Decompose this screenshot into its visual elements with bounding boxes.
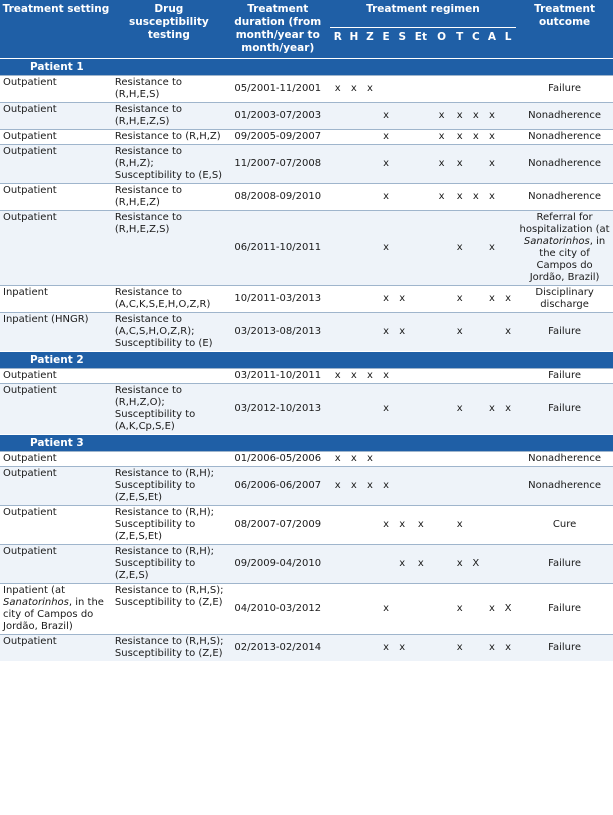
drug-testing: Resistance to (R,H,Z) <box>112 130 226 145</box>
regimen-mark-e: x <box>378 130 394 145</box>
treatment-outcome: Nonadherence <box>516 184 613 211</box>
regimen-mark-h <box>346 584 362 635</box>
regimen-mark-s <box>394 145 410 184</box>
regimen-mark-et <box>410 211 431 286</box>
regimen-mark-r: x <box>330 467 346 506</box>
regimen-mark-c <box>468 467 484 506</box>
header-drug-t: T <box>452 27 468 58</box>
regimen-mark-e: x <box>378 635 394 662</box>
treatment-outcome: Failure <box>516 384 613 435</box>
header-regimen: Treatment regimen <box>330 0 516 27</box>
regimen-mark-s <box>394 76 410 103</box>
regimen-mark-h <box>346 384 362 435</box>
regimen-mark-t: x <box>452 130 468 145</box>
patient-label: Patient 2 <box>0 352 613 369</box>
regimen-mark-r <box>330 384 346 435</box>
header-drug-et: Et <box>410 27 431 58</box>
regimen-mark-s: x <box>394 635 410 662</box>
treatment-outcome: Failure <box>516 635 613 662</box>
regimen-mark-l <box>500 452 516 467</box>
patient-header-row <box>0 352 613 369</box>
treatment-duration: 06/2006-06/2007 <box>226 467 330 506</box>
regimen-mark-s <box>394 467 410 506</box>
regimen-mark-l: x <box>500 635 516 662</box>
regimen-mark-a: x <box>484 584 500 635</box>
regimen-mark-t: x <box>452 103 468 130</box>
regimen-mark-et <box>410 384 431 435</box>
header-drug-e: E <box>378 27 394 58</box>
treatment-duration: 03/2011-10/2011 <box>226 369 330 384</box>
regimen-mark-z <box>362 584 378 635</box>
regimen-mark-h <box>346 545 362 584</box>
regimen-mark-l <box>500 184 516 211</box>
regimen-mark-l <box>500 545 516 584</box>
regimen-mark-a: x <box>484 184 500 211</box>
regimen-mark-a: x <box>484 211 500 286</box>
regimen-mark-a <box>484 313 500 352</box>
treatment-outcome: Failure <box>516 584 613 635</box>
regimen-mark-r <box>330 130 346 145</box>
regimen-mark-et <box>410 452 431 467</box>
regimen-mark-z <box>362 211 378 286</box>
drug-testing: Resistance to (R,H); Susceptibility to (Z,E,S) <box>112 545 226 584</box>
treatment-outcome: Nonadherence <box>516 103 613 130</box>
regimen-mark-t <box>452 452 468 467</box>
treatment-setting: Outpatient <box>0 545 112 584</box>
treatment-outcome: Nonadherence <box>516 130 613 145</box>
regimen-mark-r: x <box>330 76 346 103</box>
regimen-mark-a: x <box>484 145 500 184</box>
regimen-mark-t: x <box>452 635 468 662</box>
drug-testing: Resistance to (R,H,E,Z,S) <box>112 103 226 130</box>
regimen-mark-o <box>431 635 451 662</box>
treatment-setting: Outpatient <box>0 369 112 384</box>
regimen-mark-c <box>468 145 484 184</box>
regimen-mark-s <box>394 584 410 635</box>
regimen-mark-c <box>468 76 484 103</box>
regimen-mark-t: x <box>452 584 468 635</box>
regimen-mark-s <box>394 384 410 435</box>
table-row <box>0 584 613 635</box>
regimen-mark-et <box>410 313 431 352</box>
regimen-mark-h <box>346 286 362 313</box>
table-row <box>0 369 613 384</box>
regimen-mark-c <box>468 584 484 635</box>
regimen-mark-a: x <box>484 384 500 435</box>
header-drug-a: A <box>484 27 500 58</box>
treatment-outcome: Cure <box>516 506 613 545</box>
regimen-mark-s <box>394 184 410 211</box>
regimen-mark-e: x <box>378 384 394 435</box>
regimen-mark-o: x <box>431 130 451 145</box>
regimen-mark-r <box>330 506 346 545</box>
treatment-outcome-post: , in the city of Campos do Jordão, Brazil) <box>529 236 606 283</box>
regimen-mark-o: x <box>431 103 451 130</box>
regimen-mark-t: x <box>452 286 468 313</box>
regimen-mark-h <box>346 211 362 286</box>
regimen-mark-r <box>330 103 346 130</box>
regimen-mark-e: x <box>378 313 394 352</box>
treatment-setting: Outpatient <box>0 506 112 545</box>
table-row <box>0 211 613 286</box>
treatment-outcome: Failure <box>516 545 613 584</box>
regimen-mark-l <box>500 369 516 384</box>
regimen-mark-e <box>378 452 394 467</box>
regimen-mark-t: x <box>452 313 468 352</box>
table-row <box>0 452 613 467</box>
header-treatment-setting: Treatment setting <box>0 0 112 59</box>
treatment-setting: Outpatient <box>0 184 112 211</box>
regimen-mark-l <box>500 211 516 286</box>
regimen-mark-c <box>468 452 484 467</box>
treatment-setting: Inpatient <box>0 286 112 313</box>
treatment-setting: Outpatient <box>0 211 112 286</box>
regimen-mark-c <box>468 211 484 286</box>
table-row <box>0 76 613 103</box>
treatment-duration: 08/2007-07/2009 <box>226 506 330 545</box>
regimen-mark-t: x <box>452 145 468 184</box>
regimen-mark-z <box>362 103 378 130</box>
treatment-setting: Outpatient <box>0 103 112 130</box>
regimen-mark-r <box>330 211 346 286</box>
regimen-mark-e <box>378 545 394 584</box>
regimen-mark-c: X <box>468 545 484 584</box>
regimen-mark-e: x <box>378 286 394 313</box>
regimen-mark-a <box>484 467 500 506</box>
header-outcome: Treatment outcome <box>516 0 613 59</box>
regimen-mark-z: x <box>362 369 378 384</box>
regimen-mark-z <box>362 145 378 184</box>
regimen-mark-h <box>346 130 362 145</box>
regimen-mark-et <box>410 635 431 662</box>
treatment-duration: 11/2007-07/2008 <box>226 145 330 184</box>
regimen-mark-h <box>346 506 362 545</box>
regimen-mark-a <box>484 369 500 384</box>
regimen-mark-s: x <box>394 313 410 352</box>
regimen-mark-et <box>410 286 431 313</box>
regimen-mark-h <box>346 145 362 184</box>
regimen-mark-et <box>410 467 431 506</box>
regimen-mark-h: x <box>346 467 362 506</box>
regimen-mark-e: x <box>378 103 394 130</box>
header-drug-z: Z <box>362 27 378 58</box>
regimen-mark-z <box>362 184 378 211</box>
treatment-outcome: Disciplinary discharge <box>516 286 613 313</box>
regimen-mark-e: x <box>378 145 394 184</box>
regimen-mark-c <box>468 506 484 545</box>
table-row <box>0 384 613 435</box>
treatment-outcome-pre: Referral for hospitalization (at <box>519 212 610 235</box>
regimen-mark-l <box>500 76 516 103</box>
regimen-mark-et <box>410 103 431 130</box>
regimen-mark-et <box>410 584 431 635</box>
regimen-mark-t: x <box>452 211 468 286</box>
regimen-mark-e: x <box>378 584 394 635</box>
regimen-mark-a: x <box>484 130 500 145</box>
regimen-mark-h <box>346 635 362 662</box>
header-drug-c: C <box>468 27 484 58</box>
treatment-setting-pre: Inpatient (at <box>3 585 66 596</box>
patient-label: Patient 1 <box>0 59 613 76</box>
regimen-mark-c: x <box>468 130 484 145</box>
table-row <box>0 467 613 506</box>
table-row <box>0 130 613 145</box>
regimen-mark-t <box>452 467 468 506</box>
regimen-mark-o <box>431 286 451 313</box>
treatment-setting: Inpatient (HNGR) <box>0 313 112 352</box>
header-drug-r: R <box>330 27 346 58</box>
drug-testing: Resistance to (R,H,S); Susceptibility to (Z,E) <box>112 635 226 662</box>
drug-testing <box>112 452 226 467</box>
regimen-mark-t: x <box>452 384 468 435</box>
treatment-setting: Outpatient <box>0 467 112 506</box>
regimen-mark-o <box>431 211 451 286</box>
regimen-mark-z <box>362 635 378 662</box>
treatment-setting: Outpatient <box>0 76 112 103</box>
table-row <box>0 103 613 130</box>
regimen-mark-t <box>452 76 468 103</box>
table-row <box>0 184 613 211</box>
regimen-mark-s: x <box>394 506 410 545</box>
treatment-duration: 08/2008-09/2010 <box>226 184 330 211</box>
regimen-mark-r <box>330 545 346 584</box>
regimen-mark-o <box>431 452 451 467</box>
regimen-mark-s: x <box>394 545 410 584</box>
regimen-mark-h <box>346 184 362 211</box>
regimen-mark-s <box>394 369 410 384</box>
regimen-mark-r <box>330 286 346 313</box>
table-row <box>0 635 613 662</box>
regimen-mark-a: x <box>484 103 500 130</box>
treatment-duration: 01/2006-05/2006 <box>226 452 330 467</box>
header-drug-h: H <box>346 27 362 58</box>
regimen-mark-a <box>484 76 500 103</box>
drug-testing: Resistance to (R,H,E,Z,S) <box>112 211 226 286</box>
header-drug-l: L <box>500 27 516 58</box>
regimen-mark-s: x <box>394 286 410 313</box>
regimen-mark-c <box>468 286 484 313</box>
regimen-mark-h: x <box>346 76 362 103</box>
treatment-setting-em: Sanatorinhos <box>3 597 69 608</box>
header-drug-testing: Drug susceptibility testing <box>112 0 226 59</box>
regimen-mark-s <box>394 130 410 145</box>
regimen-mark-z <box>362 313 378 352</box>
regimen-mark-s <box>394 452 410 467</box>
regimen-mark-c <box>468 384 484 435</box>
regimen-mark-h: x <box>346 369 362 384</box>
treatment-duration: 09/2005-09/2007 <box>226 130 330 145</box>
regimen-mark-z <box>362 130 378 145</box>
regimen-mark-l <box>500 103 516 130</box>
patient-header-row <box>0 435 613 452</box>
regimen-mark-s <box>394 211 410 286</box>
regimen-mark-c: x <box>468 184 484 211</box>
regimen-mark-c <box>468 369 484 384</box>
treatment-duration: 01/2003-07/2003 <box>226 103 330 130</box>
drug-testing: Resistance to (R,H,Z,O); Susceptibility to (A,K,Cp,S,E) <box>112 384 226 435</box>
regimen-mark-et <box>410 145 431 184</box>
drug-testing: Resistance to (A,C,K,S,E,H,O,Z,R) <box>112 286 226 313</box>
regimen-mark-o: x <box>431 184 451 211</box>
regimen-mark-l <box>500 467 516 506</box>
regimen-mark-o <box>431 313 451 352</box>
regimen-mark-a <box>484 545 500 584</box>
regimen-mark-l <box>500 145 516 184</box>
treatment-duration: 06/2011-10/2011 <box>226 211 330 286</box>
regimen-mark-e: x <box>378 467 394 506</box>
regimen-mark-z <box>362 545 378 584</box>
regimen-mark-c: x <box>468 103 484 130</box>
treatment-setting: Outpatient <box>0 145 112 184</box>
treatment-outcome: Failure <box>516 369 613 384</box>
regimen-mark-r <box>330 184 346 211</box>
regimen-mark-o <box>431 369 451 384</box>
regimen-mark-a: x <box>484 635 500 662</box>
regimen-mark-r <box>330 313 346 352</box>
regimen-mark-o: x <box>431 145 451 184</box>
regimen-mark-et <box>410 76 431 103</box>
regimen-mark-et <box>410 184 431 211</box>
drug-testing: Resistance to (R,H,S); Susceptibility to (Z,E) <box>112 584 226 635</box>
regimen-mark-e: x <box>378 211 394 286</box>
table-row <box>0 506 613 545</box>
treatment-duration: 05/2001-11/2001 <box>226 76 330 103</box>
regimen-mark-e <box>378 76 394 103</box>
treatment-outcome: Nonadherence <box>516 145 613 184</box>
treatment-setting: Outpatient <box>0 452 112 467</box>
drug-testing: Resistance to (R,H,E,S) <box>112 76 226 103</box>
regimen-mark-et: x <box>410 506 431 545</box>
treatment-duration: 09/2009-04/2010 <box>226 545 330 584</box>
regimen-mark-t: x <box>452 184 468 211</box>
table-row <box>0 313 613 352</box>
regimen-mark-t: x <box>452 506 468 545</box>
regimen-mark-o <box>431 545 451 584</box>
table-row <box>0 545 613 584</box>
regimen-mark-et: x <box>410 545 431 584</box>
treatment-setting: Outpatient <box>0 635 112 662</box>
treatment-outcome <box>516 211 613 286</box>
regimen-mark-et <box>410 369 431 384</box>
regimen-mark-r <box>330 145 346 184</box>
regimen-mark-h <box>346 313 362 352</box>
treatment-outcome: Failure <box>516 76 613 103</box>
regimen-mark-o <box>431 384 451 435</box>
regimen-mark-z <box>362 506 378 545</box>
header-drug-o: O <box>431 27 451 58</box>
treatment-outcome: Failure <box>516 313 613 352</box>
drug-testing: Resistance to (A,C,S,H,O,Z,R); Susceptibility to (E) <box>112 313 226 352</box>
regimen-mark-r: x <box>330 369 346 384</box>
treatment-setting: Outpatient <box>0 384 112 435</box>
regimen-mark-c <box>468 313 484 352</box>
patient-header-row <box>0 59 613 76</box>
regimen-mark-o <box>431 467 451 506</box>
treatment-duration: 03/2013-08/2013 <box>226 313 330 352</box>
regimen-mark-r: x <box>330 452 346 467</box>
header-drug-s: S <box>394 27 410 58</box>
treatment-duration: 04/2010-03/2012 <box>226 584 330 635</box>
treatment-setting <box>0 584 112 635</box>
regimen-mark-h: x <box>346 452 362 467</box>
treatment-setting: Outpatient <box>0 130 112 145</box>
regimen-mark-a <box>484 506 500 545</box>
regimen-mark-z <box>362 384 378 435</box>
regimen-mark-z: x <box>362 452 378 467</box>
regimen-mark-l: x <box>500 313 516 352</box>
regimen-mark-c <box>468 635 484 662</box>
regimen-mark-l: x <box>500 384 516 435</box>
regimen-mark-h <box>346 103 362 130</box>
treatment-duration: 10/2011-03/2013 <box>226 286 330 313</box>
regimen-mark-r <box>330 635 346 662</box>
drug-testing <box>112 369 226 384</box>
regimen-mark-l <box>500 506 516 545</box>
regimen-mark-l: X <box>500 584 516 635</box>
treatment-setting-post: , in the city of Campos do Jordão, Brazil) <box>3 597 104 632</box>
regimen-mark-z: x <box>362 467 378 506</box>
drug-testing: Resistance to (R,H,E,Z) <box>112 184 226 211</box>
regimen-mark-e: x <box>378 506 394 545</box>
regimen-mark-e: x <box>378 369 394 384</box>
regimen-mark-t: x <box>452 545 468 584</box>
regimen-mark-et <box>410 130 431 145</box>
treatment-outcome: Nonadherence <box>516 452 613 467</box>
treatment-duration: 02/2013-02/2014 <box>226 635 330 662</box>
drug-testing: Resistance to (R,H); Susceptibility to (Z,E,S,Et) <box>112 506 226 545</box>
treatment-outcome-em: Sanatorinhos <box>523 236 590 247</box>
regimen-mark-o <box>431 506 451 545</box>
regimen-mark-t <box>452 369 468 384</box>
regimen-mark-a <box>484 452 500 467</box>
drug-testing: Resistance to (R,H,Z); Susceptibility to (E,S) <box>112 145 226 184</box>
regimen-mark-l <box>500 130 516 145</box>
regimen-mark-r <box>330 584 346 635</box>
regimen-mark-s <box>394 103 410 130</box>
treatment-duration: 03/2012-10/2013 <box>226 384 330 435</box>
regimen-mark-o <box>431 584 451 635</box>
treatment-outcome: Nonadherence <box>516 467 613 506</box>
drug-testing: Resistance to (R,H); Susceptibility to (Z,E,S,Et) <box>112 467 226 506</box>
regimen-mark-z: x <box>362 76 378 103</box>
table-row <box>0 286 613 313</box>
regimen-mark-a: x <box>484 286 500 313</box>
regimen-mark-z <box>362 286 378 313</box>
table-row <box>0 145 613 184</box>
header-duration: Treatment duration (from month/year to month/year) <box>226 0 330 59</box>
patient-label: Patient 3 <box>0 435 613 452</box>
regimen-mark-e: x <box>378 184 394 211</box>
regimen-mark-o <box>431 76 451 103</box>
regimen-mark-l: x <box>500 286 516 313</box>
